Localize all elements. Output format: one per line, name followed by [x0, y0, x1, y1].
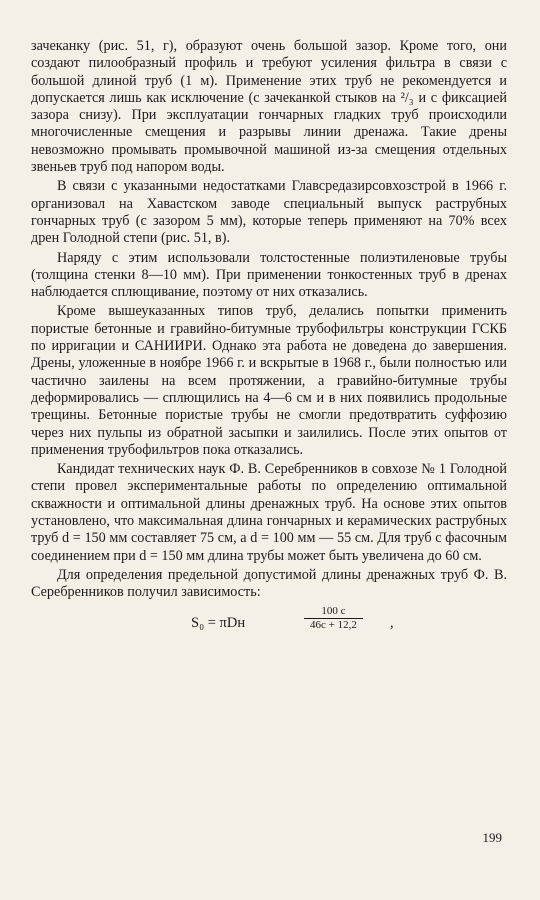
paragraph-2: В связи с указанными недостатками Главсредазирсовхозстрой в 1966 г. организовал на Хавастском заводе специальный выпуск раструбных гончарных труб (с зазором 5 мм), которые теперь применяют на 70% всех дрен Голодной степи (рис. 51, в).	[31, 178, 507, 247]
formula-lhs: S₀ = πDн	[191, 614, 246, 631]
page-number: 199	[482, 830, 502, 845]
paragraph-3: Наряду с этим использовали толстостенные полиэтиленовые трубы (толщина стенки 8—10 мм). При применении тонкостенных труб в дренах наблюдается сплющивание, поэтому от них отказались.	[31, 249, 507, 301]
formula	[31, 603, 507, 647]
body-text	[31, 38, 507, 647]
formula-fraction	[304, 605, 363, 632]
paragraph-1: зачеканку (рис. 51, г), образуют очень большой зазор. Кроме того, они создают пилообразный профиль и требуют усиления фильтра в связи с большой длиной труб (1 м). Применение этих труб не рекомендуется и допускается лишь как исключение (с зачеканкой стыков на ²/₃ и с фиксацией зазора снизу). При эксплуатации гончарных гладких труб происходили многочисленные смещения и разрывы линии дренажа. Такие дрены невозможно промывать промывочной машиной из-за смещения отдельных звеньев труб под напором воды.	[31, 38, 507, 176]
formula-comma: ,	[390, 614, 394, 631]
paragraph-4: Кроме вышеуказанных типов труб, делались попытки применить пористые бетонные и гравийно-битумные трубофильтры конструкции ГСКБ по ирригации и САНИИРИ. Однако эта работа не доведена до завершения. Дрены, уложенные в ноябре 1966 г. и вскрытые в 1968 г., были полностью или частично заилены на всем протяжении, а гравийно-битумные трубы деформировались — сплющились на 4—6 см и в них появились продольные трещины. Бетонные пористые трубы не смогли предотвратить суффозию через них пульпы из обратной засыпки и заилились. После этих опытов от применения трубофильтров пока отказались.	[31, 303, 507, 458]
paragraph-6: Для определения предельной допустимой длины дренажных труб Ф. В. Серебренников получил зависимость:	[31, 566, 507, 601]
formula-denominator: 46c + 12,2	[310, 618, 357, 631]
paragraph-5: Кандидат технических наук Ф. В. Серебренников в совхозе № 1 Голодной степи провел экспериментальные работы по определению оптимальной скважности и оптимальной длины дренажных труб. На основе этих опытов установлено, что максимальная длина гончарных и керамических раструбных труб d = 150 мм составляет 75 см, а d = 100 мм — 55 см. Для труб с фасочным соединением при d = 150 мм длина трубы может быть увеличена до 60 см.	[31, 461, 507, 564]
formula-numerator: 100 c	[304, 605, 363, 619]
